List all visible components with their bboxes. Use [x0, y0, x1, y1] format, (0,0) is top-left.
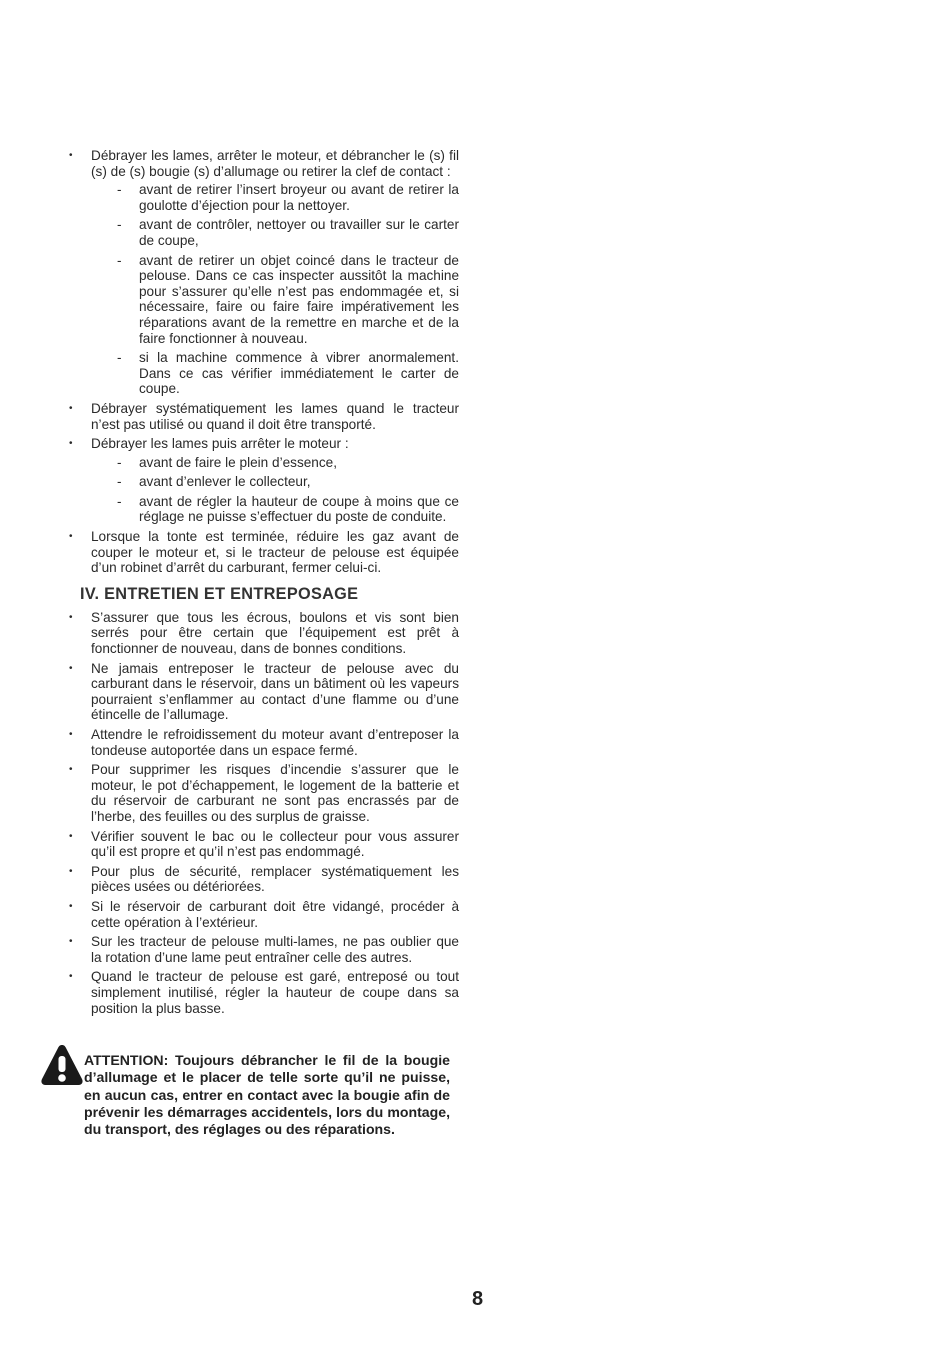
section-title: IV. ENTRETIEN ET ENTREPOSAGE	[80, 584, 359, 603]
list-item	[66, 829, 459, 860]
bullet-icon: •	[69, 402, 73, 414]
list-item	[66, 762, 459, 824]
dash-icon: -	[117, 454, 122, 470]
list-item	[66, 969, 459, 1016]
bullet-icon: •	[69, 611, 73, 623]
list-item	[66, 661, 459, 723]
sub-list-item	[91, 474, 459, 490]
bullet-icon: •	[69, 150, 73, 161]
sub-list-item	[91, 350, 459, 397]
page-number: 8	[472, 1288, 484, 1310]
dash-icon: -	[117, 217, 122, 233]
bullet-icon: •	[69, 900, 73, 912]
list-item-text: Si le réservoir de carburant doit être vidangé, procéder à cette opération à l’extérieur.	[91, 898, 459, 930]
dash-icon: -	[117, 493, 122, 509]
list-item-text: S’assurer que tous les écrous, boulons et vis sont bien serrés pour être certain que l’équipement est prêt à fonctionner de nouveau, dans de bonnes conditions.	[91, 609, 459, 657]
list-item-text: Lorsque la tonte est terminée, réduire les gaz avant de couper le moteur et, si le tracteur de pelouse est équipée d’un robinet d’arrêt du carburant, fermer celui-ci.	[91, 529, 459, 576]
dash-icon: -	[117, 182, 122, 198]
attention-text: ATTENTION: Toujours débrancher le fil de la bougie d’allumage et le placer de telle sorte qu’il ne puisse, en aucun cas, entrer en contact avec la bougie afin de prévenir les démarrages accidentels, lors du montage, du transport, des réglages ou des réparations.	[84, 1052, 450, 1138]
sub-list-item	[91, 455, 459, 471]
bullet-icon: •	[69, 764, 73, 776]
list-item	[66, 864, 459, 895]
list-item-text: Quand le tracteur de pelouse est garé, entreposé ou tout simplement inutilisé, régler la hauteur de coupe dans sa position la plus basse.	[91, 969, 459, 1016]
sub-list-item-text: avant de contrôler, nettoyer ou travailler sur le carter de coupe,	[139, 217, 459, 248]
sub-list-item	[91, 253, 459, 347]
list-item-text: Pour supprimer les risques d’incendie s’assurer que le moteur, le pot d’échappement, le logement de la batterie et du réservoir de carburant ne sont pas encrassés par de l’herbe, des feuilles ou des surplus de graisse.	[91, 762, 459, 824]
list-item-text: Débrayer les lames puis arrêter le moteur :	[91, 436, 349, 452]
sub-list-item	[91, 182, 459, 213]
bullet-icon: •	[69, 971, 73, 983]
bullet-icon: •	[69, 936, 73, 948]
sub-list-item-text: si la machine commence à vibrer anormalement. Dans ce cas vérifier immédiatement le carter de coupe.	[139, 350, 459, 397]
sub-list-item	[91, 494, 459, 525]
bullet-icon: •	[69, 531, 73, 543]
list-item	[66, 934, 459, 965]
bullet-icon: •	[69, 662, 73, 674]
list-item	[66, 529, 459, 576]
sub-list-item	[91, 217, 459, 248]
list-item-text: Pour plus de sécurité, remplacer systématiquement les pièces usées ou détériorées.	[91, 863, 459, 895]
sub-list-item-text: avant de régler la hauteur de coupe à moins que ce réglage ne puisse s’effectuer du poste de conduite.	[139, 493, 459, 525]
dash-icon: -	[117, 474, 122, 490]
sub-list-item-text: avant de retirer l’insert broyeur ou avant de retirer la goulotte d’éjection pour la nettoyer.	[139, 182, 459, 213]
list-item-text: Sur les tracteur de pelouse multi-lames, ne pas oublier que la rotation d’une lame peut entraîner celle des autres.	[91, 934, 459, 965]
dash-icon: -	[117, 252, 122, 268]
bullet-icon: •	[69, 865, 73, 877]
attention-block	[40, 1043, 450, 1138]
list-item	[66, 610, 459, 657]
dash-icon: -	[117, 350, 122, 366]
warning-triangle-icon	[40, 1043, 84, 1087]
list-item-text: Ne jamais entreposer le tracteur de pelouse avec du carburant dans le réservoir, dans un bâtiment où les vapeurs pourraient s’enflammer au contact d’une flamme ou d’une étincelle de l’allumage.	[91, 660, 459, 723]
list-item	[66, 727, 459, 758]
sub-list-item-text: avant d’enlever le collecteur,	[139, 474, 311, 490]
list-item-text: Vérifier souvent le bac ou le collecteur pour vous assurer qu’il est propre et qu’il n’est pas endommagé.	[91, 828, 459, 860]
list-item-text: Débrayer les lames, arrêter le moteur, et débrancher le (s) fil (s) de (s) bougie (s) d’allumage ou retirer la clef de contact :	[91, 148, 459, 179]
list-item	[66, 899, 459, 930]
sub-list-item-text: avant de retirer un objet coincé dans le tracteur de pelouse. Dans ce cas inspecter aussitôt la machine pour s’assurer qu’elle n’est pas endommagée et, si nécessaire, faire ou faire faire impérativement les réparations avant de la remettre en marche et de la faire fonctionner à nouveau.	[139, 252, 459, 346]
bullet-icon: •	[69, 729, 73, 740]
bullet-icon: •	[69, 830, 73, 842]
list-item	[66, 436, 459, 525]
bullet-icon: •	[69, 438, 73, 450]
sub-list-item-text: avant de faire le plein d’essence,	[139, 454, 337, 470]
list-item-text: Attendre le refroidissement du moteur avant d’entreposer la tondeuse autoportée dans un espace fermé.	[91, 727, 459, 758]
list-item	[66, 148, 459, 397]
list-item-text: Débrayer systématiquement les lames quand le tracteur n’est pas utilisé ou quand il doit être transporté.	[91, 400, 459, 432]
text-column	[66, 148, 459, 1020]
list-item	[66, 401, 459, 432]
